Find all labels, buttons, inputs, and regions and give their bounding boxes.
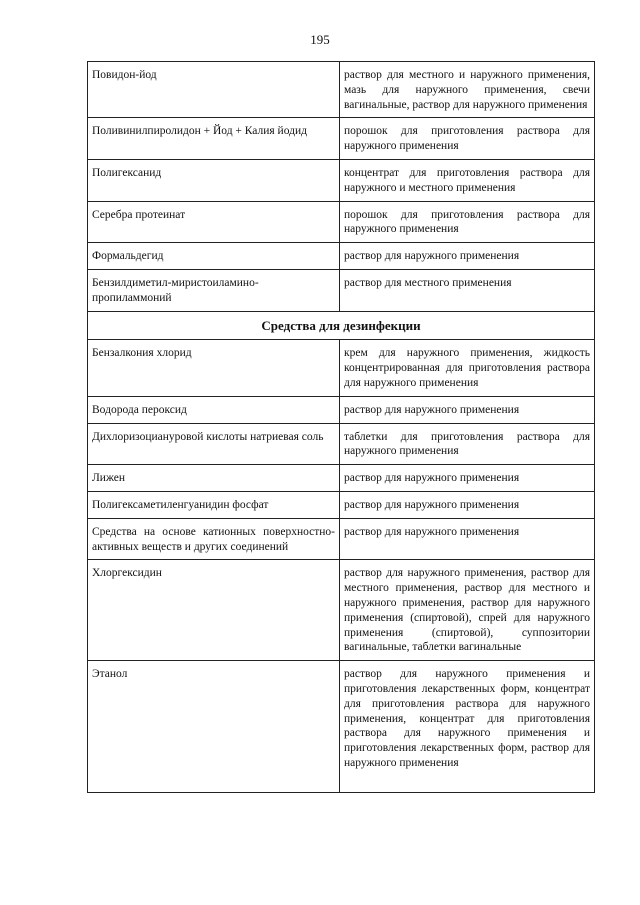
drug-name: Дихлоризоциануровой кислоты натриевая соль: [88, 423, 340, 465]
page-number: 195: [310, 32, 330, 47]
table-row: [88, 518, 595, 560]
section-row: [88, 311, 595, 340]
drug-name: Полигексанид: [88, 159, 340, 201]
drug-table: [87, 61, 595, 793]
drug-name: Лижен: [88, 465, 340, 492]
table-row: [88, 201, 595, 243]
dosage-form: раствор для наружного применения: [340, 518, 595, 560]
dosage-form: порошок для приготовления раствора для наружного применения: [340, 201, 595, 243]
table-row: [88, 423, 595, 465]
dosage-form: раствор для наружного применения: [340, 243, 595, 270]
table-row: [88, 396, 595, 423]
drug-name: Этанол: [88, 661, 340, 793]
table-row: [88, 62, 595, 118]
dosage-form: порошок для приготовления раствора для наружного применения: [340, 118, 595, 160]
table-row: [88, 465, 595, 492]
drug-name: Хлоргексидин: [88, 560, 340, 661]
table-row: [88, 118, 595, 160]
dosage-form: раствор для наружного применения: [340, 491, 595, 518]
drug-name: Бензалкония хлорид: [88, 340, 340, 396]
dosage-form: таблетки для приготовления раствора для наружного применения: [340, 423, 595, 465]
section-title: Средства для дезинфекции: [88, 311, 595, 340]
drug-name: Поливинилпиролидон + Йод + Калия йодид: [88, 118, 340, 160]
dosage-form: раствор для наружного применения: [340, 465, 595, 492]
table-row: [88, 340, 595, 396]
table-row: [88, 661, 595, 793]
table-row: [88, 159, 595, 201]
dosage-form: концентрат для приготовления раствора для наружного и местного применения: [340, 159, 595, 201]
dosage-form: раствор для наружного применения, раствор для местного применения, раствор для местного и наружного применения, раствор для наружного применения (спиртовой), спрей для наружного применения (спиртовой), суппозитории вагинальные, таблетки вагинальные: [340, 560, 595, 661]
dosage-form: раствор для местного применения: [340, 269, 595, 311]
drug-name: Средства на основе катионных поверхностно-активных веществ и других соединений: [88, 518, 340, 560]
drug-name: Полигексаметиленгуанидин фосфат: [88, 491, 340, 518]
dosage-form: раствор для наружного применения и приготовления лекарственных форм, концентрат для приготовления раствора для наружного применения, концентрат для приготовления раствора для наружного применения и приготовления лекарственных форм, раствор для наружного применения: [340, 661, 595, 793]
drug-name: Водорода пероксид: [88, 396, 340, 423]
table-row: [88, 491, 595, 518]
drug-name: Повидон-йод: [88, 62, 340, 118]
drug-name: Бензилдиметил-миристоиламино-пропиламмоний: [88, 269, 340, 311]
table-row: [88, 269, 595, 311]
drug-name: Серебра протеинат: [88, 201, 340, 243]
dosage-form: раствор для местного и наружного применения, мазь для наружного применения, свечи вагинальные, раствор для наружного применения: [340, 62, 595, 118]
dosage-form: крем для наружного применения, жидкость концентрированная для приготовления раствора для наружного применения: [340, 340, 595, 396]
drug-name: Формальдегид: [88, 243, 340, 270]
dosage-form: раствор для наружного применения: [340, 396, 595, 423]
table-row: [88, 560, 595, 661]
table-row: [88, 243, 595, 270]
